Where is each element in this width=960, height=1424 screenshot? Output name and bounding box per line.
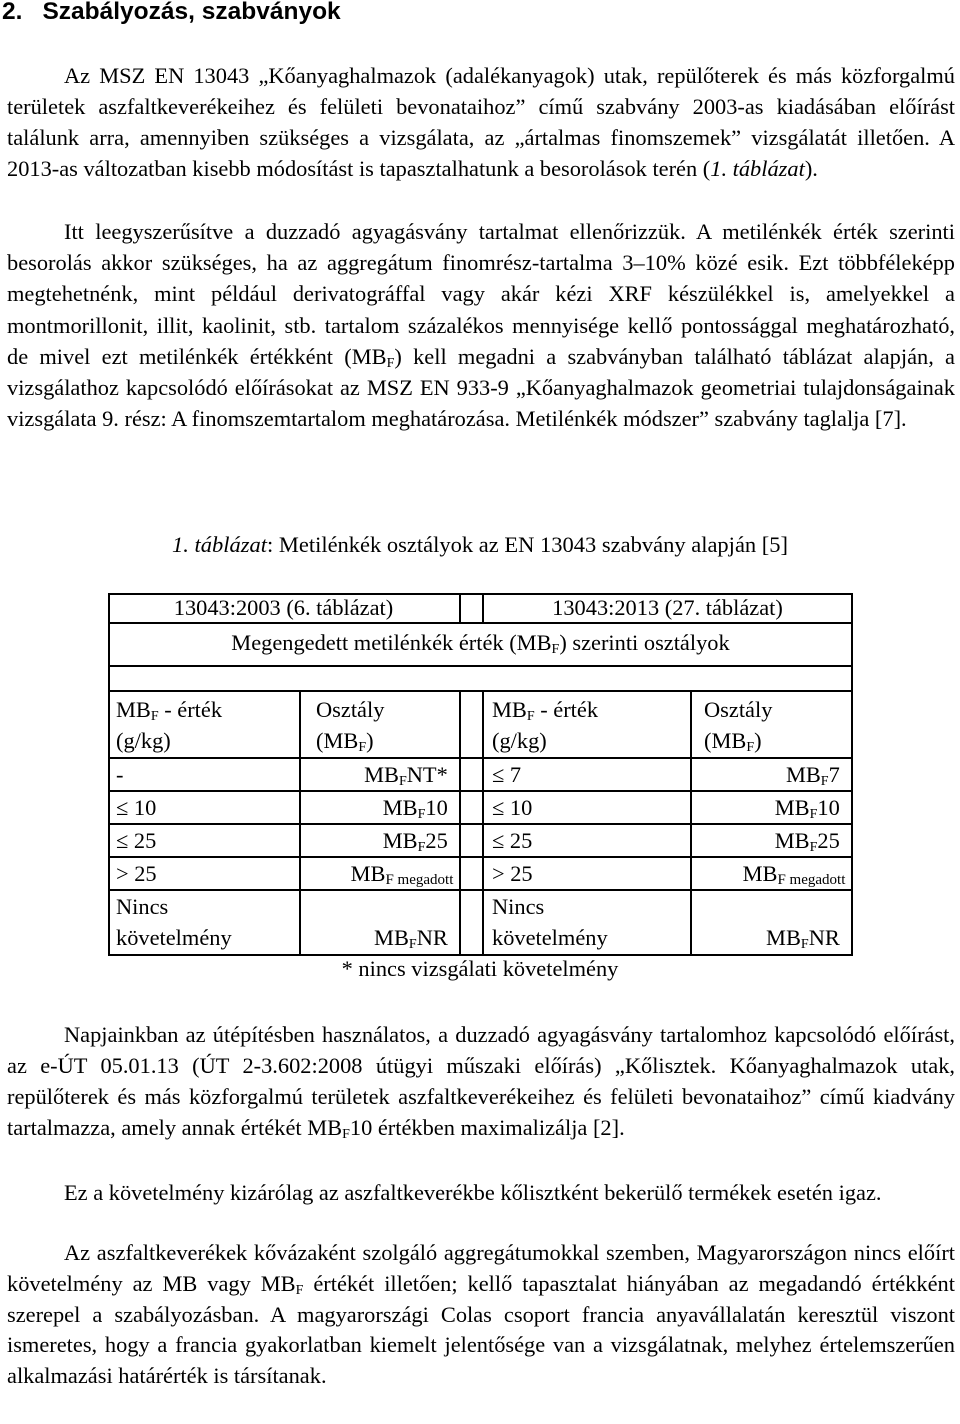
paragraph-hungarian-practice: [7, 1238, 955, 1392]
cell-class-2013: $MB_F25$: [774, 828, 840, 855]
methylene-blue-class-table: [108, 593, 853, 955]
paragraph-methylene-blue: [7, 216, 955, 434]
cell-class-2013: $MB_{F megadott}$: [742, 861, 846, 888]
paragraph-requirement-scope: Ez a követelmény kizárólag az aszfaltkeverékbe kőlisztként bekerülő termékek esetén igaz.: [64, 1180, 882, 1205]
subscript: F: [386, 355, 395, 371]
table-rule: [459, 690, 461, 955]
header-2003: 13043:2003 (6. táblázat): [173, 595, 394, 620]
table-rule: [482, 690, 484, 955]
table-rule: [108, 665, 853, 667]
header-2013: 13043:2013 (27. táblázat): [552, 595, 783, 620]
cell-value-2013: > 25: [492, 861, 533, 886]
section-heading: [2, 0, 341, 26]
cell-value-2003: > 25: [116, 861, 157, 886]
cell-value-2013: ≤ 25: [492, 828, 533, 853]
column-header-class-2013: Osztály $(MB_F)$: [704, 697, 773, 755]
cell-class-2013: $MB_F7$: [785, 762, 840, 789]
table-caption: [0, 532, 960, 558]
cell-value-2003: Nincs követelmény: [116, 894, 232, 950]
paragraph-text: 10 értékben maximalizálja [2].: [349, 1115, 625, 1140]
cell-value-2013: ≤ 10: [492, 795, 533, 820]
section-title: Szabályozás, szabványok: [42, 0, 341, 25]
cell-value-2003: ≤ 10: [116, 795, 157, 820]
cell-value-2003: -: [116, 762, 124, 787]
table-footnote: * nincs vizsgálati követelmény: [341, 956, 619, 981]
column-header-class-2003: Osztály $(MB_F)$: [316, 697, 385, 755]
table-reference: 1. táblázat: [710, 156, 805, 182]
subscript: F: [342, 1127, 350, 1142]
cell-value-2003: ≤ 25: [116, 828, 157, 853]
paragraph-text: Az MSZ EN 13043 „Kőanyaghalmazok (adalékanyagok) utak, repülőterek és más közforgalmú területek aszfaltkeverékeihez és felületi bevonataihoz” című szabvány 2003-as kiadásában előírást találunk arra, amennyiben szükséges a vizsgálata, az „ártalmas finomszemek” vizsgálatát illetően. A 2013-as változatban kisebb módosítást is tapasztalhatunk a besorolások terén (: [7, 63, 955, 182]
paragraph-text: Itt leegyszerűsítve a duzzadó agyagásvány tartalmat ellenőrizzük. A metilénkék érték szerinti besorolás akkor szükséges, ha az aggregátum finomrész-tartalma 3–10% közé esik. Ezt többféleképp megtehetnénk, mint például derivatográffal vagy akár kézi XRF készülékkel is, amelyekkel a montmorillonit, illit, kaolinit, stb. tartalom százalékos mennyisége kellő pontossággal meghatározható, de mivel ezt metilénkék értékként (MB: [7, 219, 955, 369]
cell-class-2003: $MB_F25$: [382, 828, 448, 855]
column-header-value-2003: $MB_F$ - érték (g/kg): [116, 697, 223, 753]
paragraph-road-regulation: [7, 1019, 955, 1143]
table-rule: [108, 690, 853, 692]
caption-text: : Metilénkék osztályok az EN 13043 szabvány alapján [5]: [266, 532, 789, 557]
cell-class-2013: $MB_FNR$: [766, 925, 840, 952]
paragraph-text: Napjainkban az útépítésben használatos, a duzzadó agyagásvány tartalomhoz kapcsolódó előírást, az e-ÚT 05.01.13 (ÚT 2-3.602:2008 útügyi műszaki előírás) „Kőlisztek. Kőanyaghalmazok utak, repülőterek és más közforgalmú területek aszfaltkeverékeihez és felületi bevonataihoz” című kiadvány tartalmazza, amely annak értékét MB: [7, 1022, 955, 1140]
paragraph-text: ).: [804, 156, 818, 182]
paragraph-intro: [7, 60, 955, 184]
cell-class-2013: $MB_F10$: [774, 795, 840, 822]
table-subtitle: Megengedett metilénkék érték $(MB_F)$ szerinti osztályok: [231, 630, 730, 657]
cell-value-2013: Nincs követelmény: [492, 894, 608, 950]
subscript: F: [295, 1282, 304, 1298]
caption-table-reference: 1. táblázat: [171, 532, 267, 557]
table-rule: [459, 593, 461, 622]
cell-value-2013: ≤ 7: [492, 762, 522, 787]
column-header-value-2013: $MB_F$ - érték (g/kg): [492, 697, 599, 753]
paragraph-text: ) kell megadni a szabványban található táblázat alapján, a vizsgálathoz kapcsolódó előírásokat az MSZ EN 933-9 „Kőanyaghalmazok geometriai tulajdonságainak vizsgálata 9. rész: A finomszemtartalom meghatározása. Metilénkék módszer” szabvány taglalja [7].: [7, 343, 955, 432]
paragraph-text: értékét illetően; kellő tapasztalat hiányában az megadandó értékként szerepel a szabályozásban. A magyarországi Colas csoport francia anyavállalatán keresztül viszont ismeretes, hogy a francia gyakorlatban kiemelt jelentősége van a vizsgálatnak, melyhez értelemszerűen alkalmazási határérték is társítanak.: [7, 1270, 955, 1389]
paragraph-text: Az aszfaltkeverékek kővázaként szolgáló aggregátumokkal szemben, Magyarországon nincs előírt követelmény az MB vagy MB: [7, 1240, 955, 1296]
cell-class-2003: $MB_F10$: [382, 795, 448, 822]
cell-class-2003: $MB_{F megadott}$: [350, 861, 454, 888]
cell-class-2003: $MB_FNT*$: [364, 762, 448, 789]
cell-class-2003: $MB_FNR$: [374, 925, 448, 952]
section-number: 2.: [2, 0, 23, 25]
